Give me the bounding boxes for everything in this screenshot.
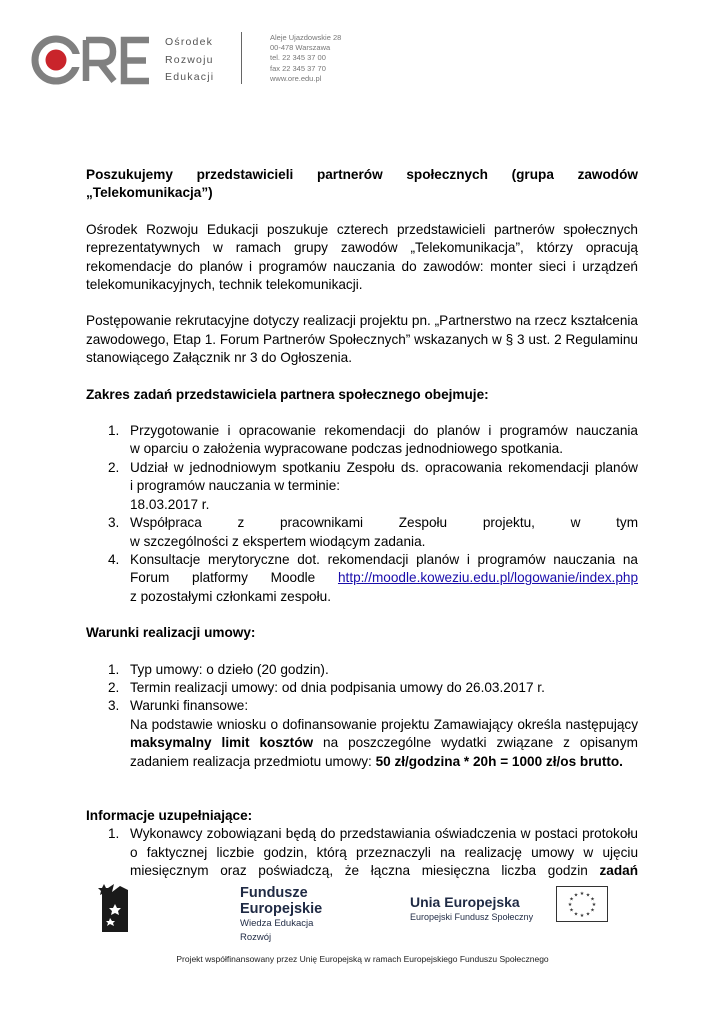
- text-line: Typ umowy: o dzieło (20 godzin).: [130, 661, 329, 677]
- list-number: 1.: [108, 423, 120, 439]
- address-line: tel. 22 345 37 00: [270, 53, 326, 63]
- text-line: Termin realizacji umowy: od dnia podpisania umowy do 26.03.2017 r.: [130, 679, 545, 695]
- text-line: Wykonawcy zobowiązani będą do przedstawiania oświadczenia w postaci protokołu: [130, 826, 638, 842]
- fe-line: Europejskie: [240, 901, 323, 917]
- document-title: [86, 166, 638, 203]
- svg-text:★: ★: [585, 892, 591, 899]
- header-divider: [241, 32, 242, 84]
- list-item: [86, 551, 638, 606]
- list-item: [86, 825, 638, 880]
- word: Moodle: [270, 570, 316, 586]
- list-number: 4.: [108, 551, 120, 567]
- text-line: rekomendacje do planów i programów nauczania do zawodów: monter sieci i urządzeń: [86, 258, 638, 274]
- word: projektu,: [482, 515, 535, 531]
- text-line: [130, 734, 638, 752]
- text-line: Postępowanie rekrutacyjne dotyczy realizacji projektu pn. „Partnerstwo na rzecz kształcenia: [86, 313, 638, 329]
- svg-text:★: ★: [573, 911, 579, 918]
- org-name-line: Rozwoju: [165, 53, 214, 66]
- text-line: Udział w jednodniowym spotkaniu Zespołu ds. opracowania rekomendacji planów: [130, 459, 638, 475]
- svg-text:★: ★: [590, 896, 595, 903]
- list-item: [86, 661, 638, 679]
- footer-logos: [0, 878, 725, 943]
- additional-list: [86, 825, 638, 880]
- conditions-list: [86, 661, 638, 771]
- text-line: zawodowego, Etap 1. Forum Partnerów Społecznych” wskazanych w § 3 ust. 2 Regulaminu: [86, 331, 638, 347]
- text-line: Ośrodek Rozwoju Edukacji poszukuje czterech przedstawicieli partnerów społecznych: [86, 221, 638, 237]
- title-word: (grupa: [511, 167, 554, 182]
- word: platformy: [192, 570, 248, 586]
- document-body: [86, 166, 638, 881]
- list-number: 3.: [108, 698, 120, 714]
- text-line: Warunki finansowe:: [130, 698, 249, 714]
- list-item: [86, 459, 638, 514]
- text-line: Przygotowanie i opracowanie rekomendacji do planów i programów nauczania: [130, 423, 638, 439]
- org-name: [165, 34, 214, 87]
- text-line: [130, 753, 638, 771]
- svg-text:★: ★: [567, 902, 573, 908]
- text-line: [130, 514, 638, 532]
- fe-text: [240, 886, 322, 945]
- list-number: 3.: [108, 515, 120, 531]
- text-line: [130, 569, 638, 587]
- list-item: [86, 422, 638, 459]
- footer-note: Projekt współfinansowany przez Unię Europejską w ramach Europejskiego Funduszu Społecznego: [176, 954, 549, 964]
- text-line: stanowiącego Załącznik nr 3 do Ogłoszenia.: [86, 350, 352, 366]
- bold-text: zadań: [599, 863, 638, 879]
- list-number: 2.: [108, 459, 120, 475]
- address-line: fax 22 345 37 70: [270, 63, 326, 73]
- list-item: [86, 679, 638, 697]
- svg-text:★: ★: [591, 902, 597, 908]
- bold-text: maksymalny limit kosztów: [130, 735, 314, 751]
- title-word: partnerów: [316, 167, 383, 182]
- bold-text: 50 zł/godzina * 20h = 1000 zł/os brutto.: [375, 753, 623, 769]
- text-line: Na podstawie wniosku o dofinansowanie projektu Zamawiający określa następujący: [130, 716, 638, 732]
- title-word: społecznych: [406, 167, 488, 182]
- svg-text:★: ★: [569, 907, 574, 914]
- text-line: reprezentatywnych w ramach grupy zawodów „Telekomunikacja”, którzy opracują: [86, 240, 638, 256]
- text-line: z pozostałymi członkami zespołu.: [130, 588, 331, 604]
- address-line: www.ore.edu.pl: [270, 73, 322, 83]
- word: Zespołu: [398, 515, 448, 531]
- additional-heading: Informacje uzupełniające:: [86, 807, 253, 823]
- moodle-link[interactable]: http://moodle.koweziu.edu.pl/logowanie/index.php: [337, 570, 639, 586]
- conditions-heading: Warunki realizacji umowy:: [86, 625, 256, 641]
- list-number: 1.: [108, 826, 120, 842]
- svg-text:★: ★: [590, 907, 595, 914]
- eu-flag-icon: [556, 886, 608, 922]
- title-word: zawodów: [577, 167, 638, 182]
- text-fragment: na poszczególne wydatki związane z opisanym: [313, 735, 638, 751]
- fe-line: Wiedza Edukacja Rozwój: [240, 918, 314, 943]
- text-line: w oparciu o założenia wypracowane podczas jednodniowego spotkania.: [130, 441, 564, 457]
- text-line: Konsultacje merytoryczne dot. rekomendacji planów i programów nauczania na: [130, 551, 638, 567]
- word: Współpraca: [130, 515, 202, 531]
- ore-logo: [30, 30, 154, 90]
- text-fragment: zadaniem realizacja przedmiotu umowy:: [130, 753, 376, 769]
- address-line: Aleje Ujazdowskie 28: [270, 33, 342, 42]
- title-word: przedstawicieli: [196, 167, 294, 182]
- fe-emblem-icon: [98, 878, 132, 936]
- svg-text:★: ★: [569, 896, 574, 903]
- word: tym: [616, 515, 639, 531]
- address-block: [270, 33, 341, 84]
- intro-paragraph: [86, 221, 638, 295]
- tasks-list: [86, 422, 638, 606]
- svg-text:★: ★: [579, 913, 585, 919]
- fe-line: Fundusze: [240, 885, 308, 901]
- fundusze-europejskie-logo: [98, 878, 323, 943]
- text-line: i programów nauczania w terminie:: [130, 478, 341, 494]
- tasks-heading: Zakres zadań przedstawiciela partnera społecznego obejmuje:: [86, 386, 489, 402]
- recruitment-paragraph: [86, 312, 638, 367]
- list-number: 2.: [108, 679, 120, 695]
- address-line: 00-478 Warszawa: [270, 43, 331, 53]
- eu-line: Europejski Fundusz Społeczny: [410, 912, 534, 922]
- word: w: [570, 515, 581, 531]
- org-name-line: Ośrodek: [165, 36, 214, 48]
- title-word: Poszukujemy: [86, 167, 173, 182]
- svg-text:★: ★: [573, 892, 579, 899]
- eu-text: [410, 894, 533, 924]
- eu-line: Unia Europejska: [410, 894, 520, 910]
- text-line: telekomunikacyjnych, technik telekomunikacji.: [86, 277, 363, 293]
- org-name-line: Edukacji: [165, 71, 215, 83]
- letterhead: [30, 30, 370, 90]
- word: z: [237, 515, 245, 531]
- text-fragment: miesięcznym oraz poświadczą, że łączna miesięczna liczba godzin: [130, 863, 600, 879]
- list-item: [86, 514, 638, 551]
- text-line: w szczególności z ekspertem wiodącym zadania.: [130, 533, 426, 549]
- svg-text:★: ★: [585, 911, 591, 918]
- date-text: 18.03.2017 r.: [130, 496, 210, 512]
- word: pracownikami: [279, 515, 364, 531]
- list-number: 1.: [108, 661, 120, 677]
- svg-text:★: ★: [579, 891, 585, 897]
- text-line: o faktycznej liczbie godzin, którą przeznaczyli na realizację umowy w ujęciu: [130, 844, 638, 860]
- list-item: [86, 697, 638, 771]
- word: Forum: [130, 570, 170, 586]
- title-line: „Telekomunikacja”): [86, 185, 213, 201]
- title-line: [86, 166, 638, 184]
